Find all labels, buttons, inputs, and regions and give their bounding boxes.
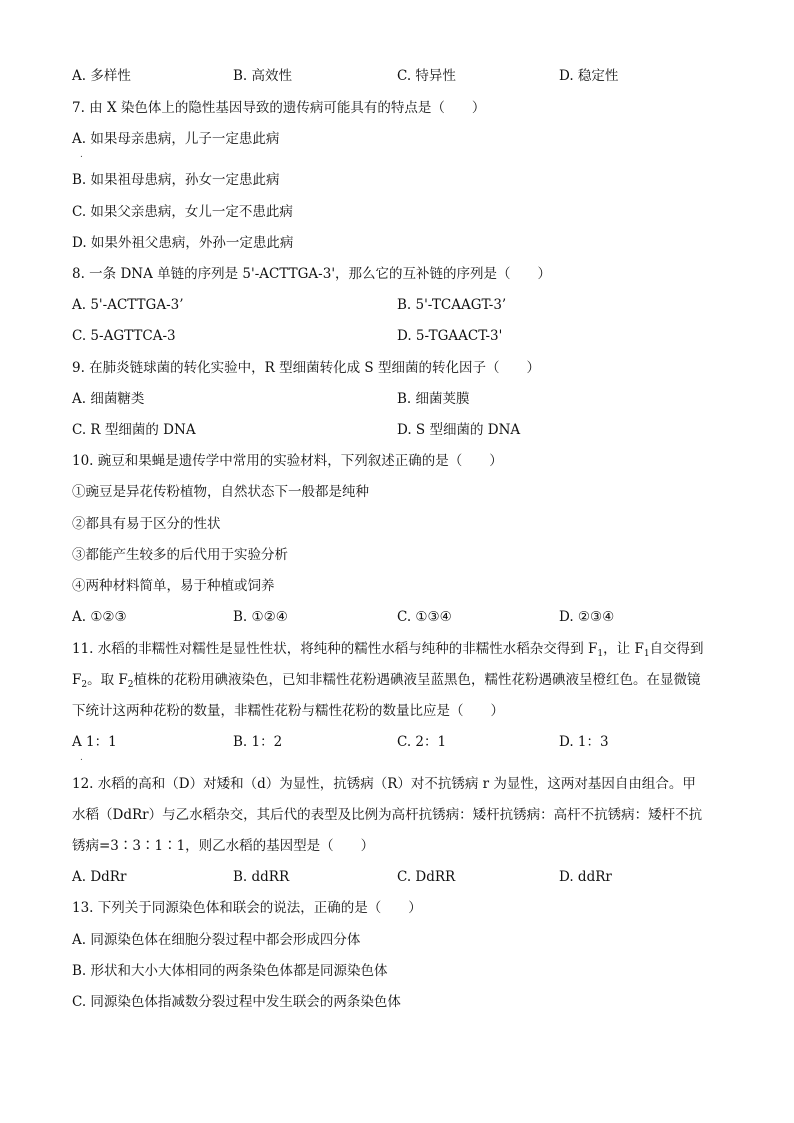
q10-statement-2: ②都具有易于区分的性状 — [72, 516, 221, 532]
q9-option-d: D. S 型细菌的 DNA — [397, 422, 521, 438]
q8-stem: 8. 一条 DNA 单链的序列是 5'-ACTTGA-3'，那么它的互补链的序列是（ ） — [72, 266, 552, 282]
stray-mark: . — [80, 753, 83, 763]
q7-option-d: D. 如果外祖父患病，外孙一定患此病 — [72, 235, 294, 251]
q10-statement-4: ④两种材料简单，易于种植或饲养 — [72, 578, 275, 594]
q11-option-a: A 1：1 — [72, 734, 117, 750]
q7-option-b: B. 如果祖母患病，孙女一定患此病 — [72, 172, 280, 188]
q6-options — [72, 66, 732, 86]
q8-option-d: D. 5-TGAACT-3' — [397, 328, 503, 344]
q12-stem-line1: 12. 水稻的高和（D）对矮和（d）为显性，抗锈病（R）对不抗锈病 r 为显性，这两对基因自由组合。甲 — [72, 776, 696, 792]
q12-options — [72, 867, 732, 887]
q10-option-b: B. ①②④ — [233, 609, 288, 625]
q10-option-a: A. ①②③ — [72, 609, 127, 625]
q8-option-a: A. 5'-ACTTGA-3’ — [72, 297, 184, 313]
q6-option-c: C. 特异性 — [397, 68, 456, 84]
q7-stem: 7. 由 X 染色体上的隐性基因导致的遗传病可能具有的特点是（ ） — [72, 100, 486, 116]
q11-stem-line3: 下统计这两种花粉的数量，非糯性花粉与糯性花粉的数量比应是（ ） — [72, 703, 504, 719]
q12-stem-line3: 锈病=3∶3∶1∶1，则乙水稻的基因型是（ ） — [72, 838, 375, 854]
q7-option-c: C. 如果父亲患病，女儿一定不患此病 — [72, 204, 293, 220]
q9-option-a: A. 细菌糖类 — [72, 391, 145, 407]
q12-stem-line2: 水稻（DdRr）与乙水稻杂交，其后代的表型及比例为高杆抗锈病：矮杆抗锈病：高杆不抗锈病：矮杆不抗 — [72, 807, 703, 823]
q12-option-a: A. DdRr — [72, 869, 127, 885]
q9-options-row1 — [72, 389, 732, 409]
q12-option-b: B. ddRR — [233, 869, 290, 885]
q13-option-b: B. 形状和大小大体相同的两条染色体都是同源染色体 — [72, 963, 388, 979]
q9-option-b: B. 细菌荚膜 — [397, 391, 470, 407]
q10-options — [72, 607, 732, 627]
q7-option-a: A. 如果母亲患病，儿子一定患此病 — [72, 131, 280, 147]
q11-option-c: C. 2：1 — [397, 734, 447, 750]
q11-stem-line2: $F_2$。取 $F_2$植株的花粉用碘液染色，已知非糯性花粉遇碘液呈蓝黑色，糯性花粉遇碘液呈橙红色。在显微镜 — [72, 672, 701, 690]
q13-option-a: A. 同源染色体在细胞分裂过程中都会形成四分体 — [72, 932, 361, 948]
q8-option-c: C. 5-AGTTCA-3 — [72, 328, 176, 344]
q9-options-row2 — [72, 420, 732, 440]
q8-option-b: B. 5'-TCAAGT-3’ — [397, 297, 507, 313]
q6-option-a: A. 多样性 — [72, 68, 131, 84]
q10-stem: 10. 豌豆和果蝇是遗传学中常用的实验材料，下列叙述正确的是（ ） — [72, 453, 503, 469]
q8-options-row1 — [72, 295, 732, 315]
q6-option-b: B. 高效性 — [233, 68, 293, 84]
q6-option-d: D. 稳定性 — [559, 68, 619, 84]
stray-mark: . — [80, 150, 83, 160]
q10-statement-1: ①豌豆是异花传粉植物，自然状态下一般都是纯种 — [72, 484, 369, 500]
q13-option-c: C. 同源染色体指减数分裂过程中发生联会的两条染色体 — [72, 994, 401, 1010]
q11-stem-line1: 11. 水稻的非糯性对糯性是显性性状，将纯种的糯性水稻与纯种的非糯性水稻杂交得到 $F_1$，让 $F_1$自交得到 — [72, 641, 704, 659]
q8-options-row2 — [72, 326, 732, 346]
q9-stem: 9. 在肺炎链球菌的转化实验中，R 型细菌转化成 S 型细菌的转化因子（ ） — [72, 360, 540, 376]
q10-statement-3: ③都能产生较多的后代用于实验分析 — [72, 547, 288, 563]
q9-option-c: C. R 型细菌的 DNA — [72, 422, 196, 438]
q10-option-d: D. ②③④ — [559, 609, 615, 625]
q11-option-b: B. 1：2 — [233, 734, 283, 750]
q12-option-c: C. DdRR — [397, 869, 456, 885]
q13-stem: 13. 下列关于同源染色体和联会的说法，正确的是（ ） — [72, 900, 422, 916]
q10-option-c: C. ①③④ — [397, 609, 452, 625]
q12-option-d: D. ddRr — [559, 869, 612, 885]
q11-option-d: D. 1：3 — [559, 734, 609, 750]
q11-options — [72, 732, 732, 752]
